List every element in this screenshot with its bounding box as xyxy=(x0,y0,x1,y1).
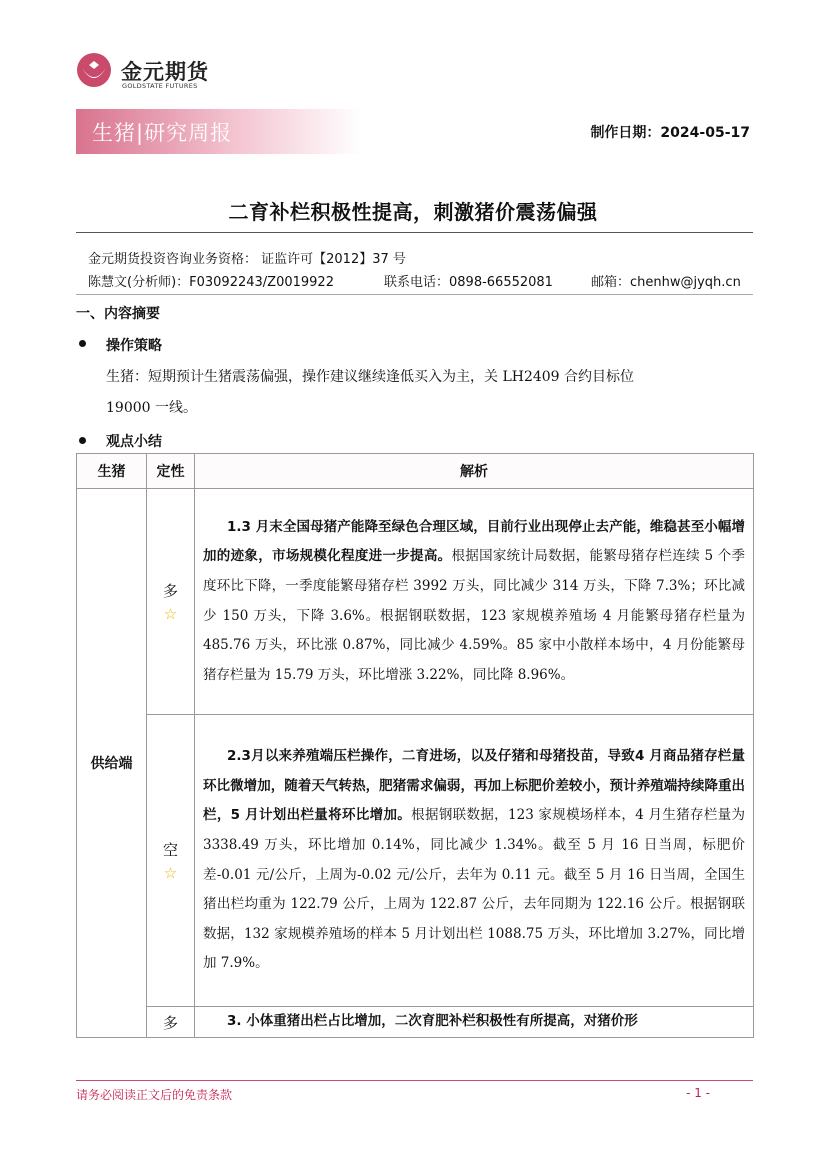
qualification-line: 金元期货投资咨询业务资格： 证监许可【2012】37 号 xyxy=(88,252,406,267)
strategy-text-line1: 生猪：短期预计生猪震荡偏强，操作建议继续逢低买入为主，关 LH2409 合约目标位 xyxy=(106,369,635,385)
analysis-text: 根据国家统计局数据，能繁母猪存栏连续 5 个季度环比下降，一季度能繁母猪存栏 3992 万头，同比减少 314 万头，下降 7.3%；环比减少 150 万头，下降 3.6%。根据钢联数据，123 家规模养殖场 4 月能繁母猪存栏量为 485.76 万头，环比涨 0.87%，同比减少 4.59%。85 家中小散样本场中，4 月份能繁母猪存栏量为 15.79 万头，环比增涨 3.22%，同比降 8.96%。 xyxy=(203,548,746,683)
company-logo-icon xyxy=(76,52,112,88)
analyst-line: 陈慧文(分析师)：F03092243/Z0019922 xyxy=(88,275,334,290)
position-cell xyxy=(147,715,195,1007)
email-line: 邮箱：chenhw@jyqh.cn xyxy=(591,275,741,290)
analysis-bold: 1.3 月末全国母猪产能降至绿色合理区域，目前行业出现停止去产能，维稳甚至小幅增加的迹象，市场规模化程度进一步提高。 xyxy=(203,518,745,565)
disclaimer-notice: 请务必阅读正文后的免责条款 xyxy=(76,1088,233,1102)
summary-heading: 观点小结 xyxy=(106,434,162,450)
analysis-bold: 2.3月以来养殖端压栏操作，二育进场，以及仔猪和母猪投苗，导致4 月商品猪存栏量环比微增加，随着天气转热，肥猪需求偏弱，再加上标肥价差较小，预计养殖端持续降重出栏，5 月计划出栏量将环比增加。 xyxy=(203,748,745,824)
report-title: 二育补栏积极性提高，刺激猪价震荡偏强 xyxy=(228,200,598,224)
category-cell: 供给端 xyxy=(77,489,147,1038)
bullet-icon xyxy=(79,437,86,444)
position-cell xyxy=(147,489,195,715)
analysis-text: 根据钢联数据，123 家规模场样本，4 月生猪存栏量为 3338.49 万头，环比增加 0.14%，同比减少 1.34%。截至 5 月 16 日当周，标肥价差-0.01 元/公斤，上周为-0.02 元/公斤，去年为 0.11 元。截至 5 月 16 日当周，全国生猪出栏均重为 122.79 公斤，上周为 122.87 公斤，去年同期为 122.16 公斤。根据钢联数据，132 家规模养殖场的样本 5 月计划出栏 1088.75 万头，环比增加 3.27%，同比增加 7.9%。 xyxy=(203,807,745,972)
table-header-row xyxy=(77,454,754,489)
logo-name-en: GOLDSTATE FUTURES xyxy=(122,82,198,90)
logo-name-cn: 金元期货 xyxy=(121,60,209,84)
table-header-cell: 解析 xyxy=(195,454,754,489)
page-number: - 1 - xyxy=(686,1086,710,1100)
bullet-icon xyxy=(79,340,86,347)
analysis-cell xyxy=(195,1007,754,1038)
position-label: 多 xyxy=(162,582,178,600)
table-header-cell: 生猪 xyxy=(77,454,147,489)
table-header-cell: 定性 xyxy=(147,454,195,489)
analysis-bold: 3. 小体重猪出栏占比增加，二次育肥补栏积极性有所提高，对猪价形 xyxy=(227,1013,638,1030)
phone-line: 联系电话：0898-66552081 xyxy=(384,275,553,290)
position-label: 空 xyxy=(162,841,178,859)
table-row xyxy=(77,715,754,1007)
position-cell xyxy=(147,1007,195,1038)
position-label: 多 xyxy=(162,1013,178,1032)
footer-divider xyxy=(76,1080,753,1081)
analysis-cell xyxy=(195,715,754,1007)
strategy-heading: 操作策略 xyxy=(106,338,162,354)
strategy-text-line2: 19000 一线。 xyxy=(106,400,197,416)
view-summary-table xyxy=(76,453,754,1038)
star-icon: ☆ xyxy=(163,605,178,623)
table-row xyxy=(77,489,754,715)
analysis-cell xyxy=(195,489,754,715)
report-type-label: 生猪|研究周报 xyxy=(92,121,233,145)
section-heading-summary: 一、内容摘要 xyxy=(76,306,160,322)
star-icon: ☆ xyxy=(163,864,178,882)
meta-divider xyxy=(76,294,753,295)
title-divider xyxy=(76,232,753,233)
report-date: 制作日期：2024-05-17 xyxy=(590,125,750,141)
table-row xyxy=(77,1007,754,1038)
